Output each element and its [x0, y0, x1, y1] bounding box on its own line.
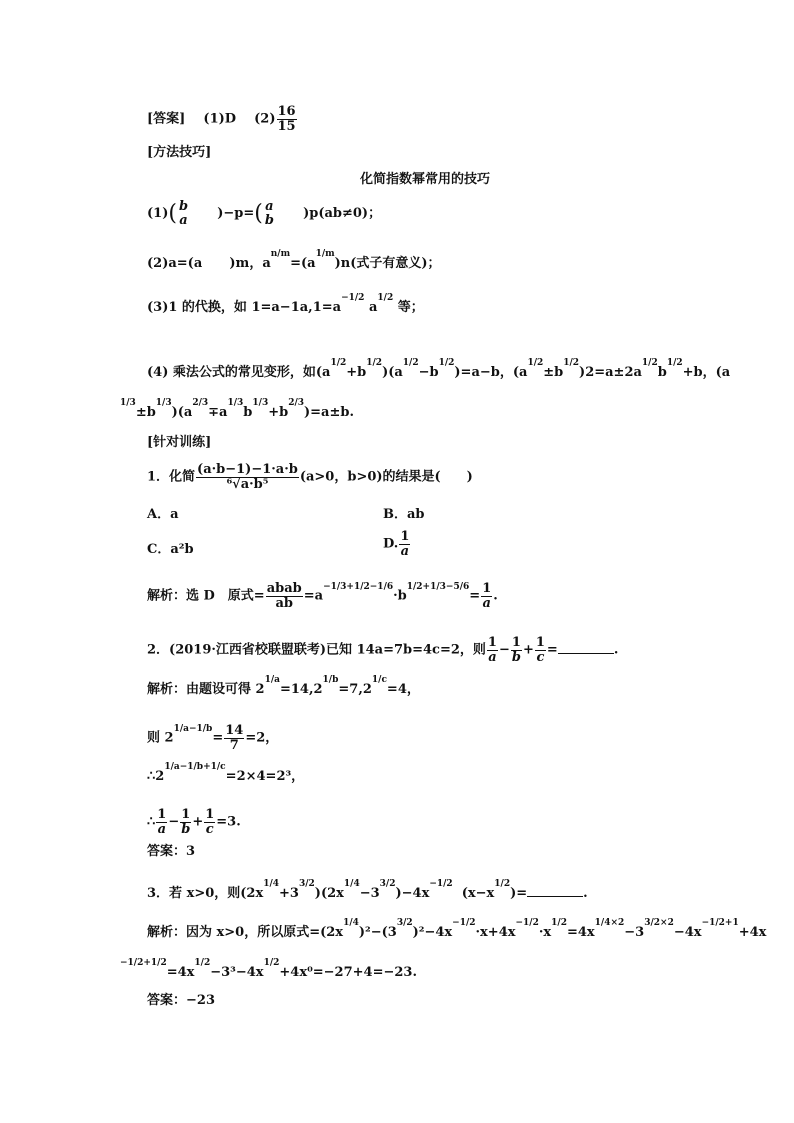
q3-sol2-d: +4x⁰=−27+4=−23.	[279, 965, 417, 980]
q2-stem-text: 2．(2019·江西省校联盟联考)已知 14a=7b=4c=2，则	[147, 642, 486, 658]
q3-stem-b: +3	[279, 886, 299, 901]
rule-4-t2: +b	[346, 365, 367, 380]
q2-sol3-prefix: ∴2	[147, 769, 165, 784]
q2-sol4-end: =3.	[216, 814, 241, 830]
q1-option-c[interactable]: C．a²b	[147, 542, 194, 557]
answer-line	[147, 105, 298, 133]
q1-sol-fraction	[266, 582, 303, 610]
q2-sol2-end: =2，	[245, 730, 279, 746]
q2-sol2-prefix: 则 2	[147, 730, 174, 746]
q3-stem-e: )−4x	[395, 886, 430, 901]
answer-part1: (1)D	[203, 111, 237, 127]
q2-solution-3: $\therefore 2^{1/a-1/b+1/c}=2\times 4=2^3$，	[147, 762, 305, 784]
q3-stem-d: −3	[359, 886, 380, 901]
rule-4-t5: )=a−b，(a	[454, 365, 528, 380]
q1-option-a[interactable]: A．a	[147, 507, 179, 522]
q2-sol2-den: 7	[229, 737, 239, 753]
q1-sol-prefix: 解析：选 D 原式=	[147, 588, 265, 604]
q2-sol1-c: =7,2	[338, 682, 372, 697]
rule-4-line-2: $^{1/3}\pm b^{1/3})(a^{2/3}\mp a^{1/3}b^{1/3}+b^{2/3})=a\pm b$.	[120, 398, 354, 420]
q1-sol-num: abab	[266, 581, 302, 596]
q2-sol2-num: 14	[225, 723, 244, 738]
rule-4-t8: b	[657, 365, 667, 380]
rule-4-t15: )=a±b.	[304, 405, 354, 420]
q3-stem-a: 3．若 x>0，则(2x	[147, 886, 264, 901]
q3-sol-c: )²−4x	[412, 925, 453, 940]
answer-label: [答案]	[147, 111, 186, 127]
q1-sol-den: ab	[275, 595, 293, 611]
q3-sol-a: 解析：因为 x>0，所以原式=(2x	[147, 925, 344, 940]
rule-4-t1: (4) 乘法公式的常见变形，如(a	[147, 365, 331, 380]
q2-sol4-prefix: ∴	[147, 814, 156, 830]
q3-sol-d: ·x+4x	[475, 925, 516, 940]
q3-sol-i: +4x	[738, 925, 767, 940]
q3-answer-blank[interactable]	[527, 884, 583, 897]
rule-4-t6: ±b	[543, 365, 564, 380]
rule-3-text: (3)1 的代换，如 1=a−1a,1=a	[147, 300, 342, 315]
q3-stem-f: (x−x	[461, 886, 495, 901]
q3-sol-e: ·x	[538, 925, 552, 940]
rule-2-eq: =(a	[290, 256, 316, 271]
rule-4-t12: ∓a	[208, 405, 228, 420]
rule-1-eq: )−p=	[217, 206, 255, 222]
rule-4-t7: )2=a±2a	[579, 365, 642, 380]
answer-fraction-num: 16	[277, 104, 296, 119]
q3-sol2-c: −3³−4x	[210, 965, 264, 980]
practice-label: [针对训练]	[147, 435, 212, 450]
rule-4-t4: −b	[418, 365, 439, 380]
q2-solution-2: 则 $2^{1/a-1/b}=$ $\frac{14}{7}$ =2，	[147, 723, 279, 753]
rule-2-mid: )m，a	[229, 256, 271, 271]
rule-4-line-1: (4) 乘法公式的常见变形，如$(a^{1/2}+b^{1/2})(a^{1/2}-b^{1/2})=a-b$，$(a^{1/2}\pm b^{1/2})2=a\pm 2a^{1/2}b^{1/2}+b$，(a	[147, 358, 731, 380]
q1-option-b[interactable]: B．ab	[383, 507, 425, 522]
method-label: [方法技巧]	[147, 145, 212, 160]
q2-solution-1: 解析：由题设可得 $2^{1/a}=14,2^{1/b}=7,2^{1/c}=4$，	[147, 675, 420, 697]
q1-stem-prefix: 1．化简	[147, 469, 196, 485]
q2-answer: 答案：3	[147, 844, 196, 859]
q3-stem-g: )=	[510, 886, 528, 901]
q3-solution-2: $^{-1/2+1/2}=4x^{1/2}-3^3-4x^{1/2}+4x^0=-27+4=-23$.	[120, 958, 417, 980]
q3-answer: 答案：−23	[147, 993, 215, 1008]
q1-sol-mid: =a	[303, 588, 324, 604]
answer-part2: (2)	[254, 111, 276, 127]
rule-4-t11: )(a	[171, 405, 193, 420]
q2-sol3-end: =2×4=2³，	[225, 769, 305, 784]
rule-4-t3: )(a	[382, 365, 403, 380]
q2-answer-blank[interactable]	[558, 641, 614, 654]
q3-sol-g: −3	[624, 925, 645, 940]
q3-solution-1: 解析：因为 x>0，所以原式$=(2x^{1/4})^2-(3^{3/2})^2-4x^{-1/2}\cdot x+4x^{-1/2}\cdot x^{1/2}=4x^{1/4\times 2}-3^{3/2\times 2}-4x^{-1/2+1}+4x$	[147, 918, 767, 940]
q2-sol1-b: =14,2	[279, 682, 323, 697]
rule-1-frac-b: a b	[264, 199, 274, 228]
q1-sol-last: .	[493, 588, 498, 604]
q1-fraction	[196, 463, 299, 491]
q1-fraction-num: (a·b−1)−1·a·b	[197, 462, 298, 477]
answer-fraction	[277, 105, 297, 133]
q2-sol1-d: =4，	[386, 682, 420, 697]
answer-fraction-den: 15	[277, 118, 296, 134]
rule-2-prefix: (2)a=(a	[147, 256, 203, 271]
q3-stem: 3．若 x>0，则$(2x^{1/4}+3^{3/2})(2x^{1/4}-3^{3/2})-4x^{-1/2}$ $(x-x^{1/2})=$ .	[147, 879, 588, 901]
rule-4-t9: +b，(a	[682, 365, 731, 380]
q2-stem-end: =	[546, 642, 558, 658]
rule-2: (2)a=(a )m，$a^{n/m}=(a^{1/m})n$(式子有意义)；	[147, 249, 441, 271]
rule-1-frac-a: b a	[178, 199, 189, 228]
rule-4-t14: +b	[268, 405, 289, 420]
q1-stem	[147, 463, 473, 491]
rule-3: (3)1 的代换，如 $1=a-1a,1=a^{-1/2}$ $a^{1/2}$ 等；	[147, 293, 424, 315]
q2-stem: 2．(2019·江西省校联盟联考)已知 14a=7b=4c=2，则 $\frac{1}{a}$ − $\frac{1}{b}$ + $\frac{1}{c}$ = .	[147, 635, 619, 665]
q1-sol-eq: =	[469, 588, 481, 604]
q1-fraction-den: ⁶√a·b⁵	[226, 476, 269, 492]
q1-option-d[interactable]: D. $\frac{1}{a}$	[383, 529, 410, 559]
q1-option-d-prefix: D.	[383, 536, 399, 552]
rule-1-prefix: (1)	[147, 206, 169, 222]
q2-solution-4: ∴ $\frac{1}{a}$ − $\frac{1}{b}$ + $\frac{1}{c}$ =3.	[147, 807, 241, 837]
method-title: 化简指数幂常用的技巧	[359, 172, 490, 187]
q1-solution: 解析：选 D 原式= $\frac{\text{abab}}{ab}$ $=a^{-1/3+1/2-1/6}\cdot b^{1/2+1/3-5/6}=$ $\frac{1}{a}$ .	[147, 581, 498, 611]
rule-4-t10: ±b	[135, 405, 156, 420]
rule-3-end: 等；	[397, 300, 424, 315]
q3-sol-f: =4x	[566, 925, 595, 940]
rule-4-t13: b	[243, 405, 253, 420]
q3-sol-h: −4x	[673, 925, 702, 940]
q1-sol-end: ·b	[393, 588, 407, 604]
q2-sol1-a: 解析：由题设可得 2	[147, 682, 265, 697]
q3-stem-c: )(2x	[314, 886, 344, 901]
rule-1-suffix: )p(ab≠0)；	[303, 206, 382, 222]
q1-stem-suffix: (a>0，b>0)的结果是( )	[299, 469, 473, 485]
q3-sol-b: )²−(3	[358, 925, 397, 940]
rule-2-suffix: )n(式子有意义)；	[334, 256, 441, 271]
rule-1: (1)( b a )−p=( a b )p(ab≠0)；	[147, 199, 382, 228]
rule-3-suffix: a	[368, 300, 378, 315]
q3-sol2-b: =4x	[166, 965, 195, 980]
